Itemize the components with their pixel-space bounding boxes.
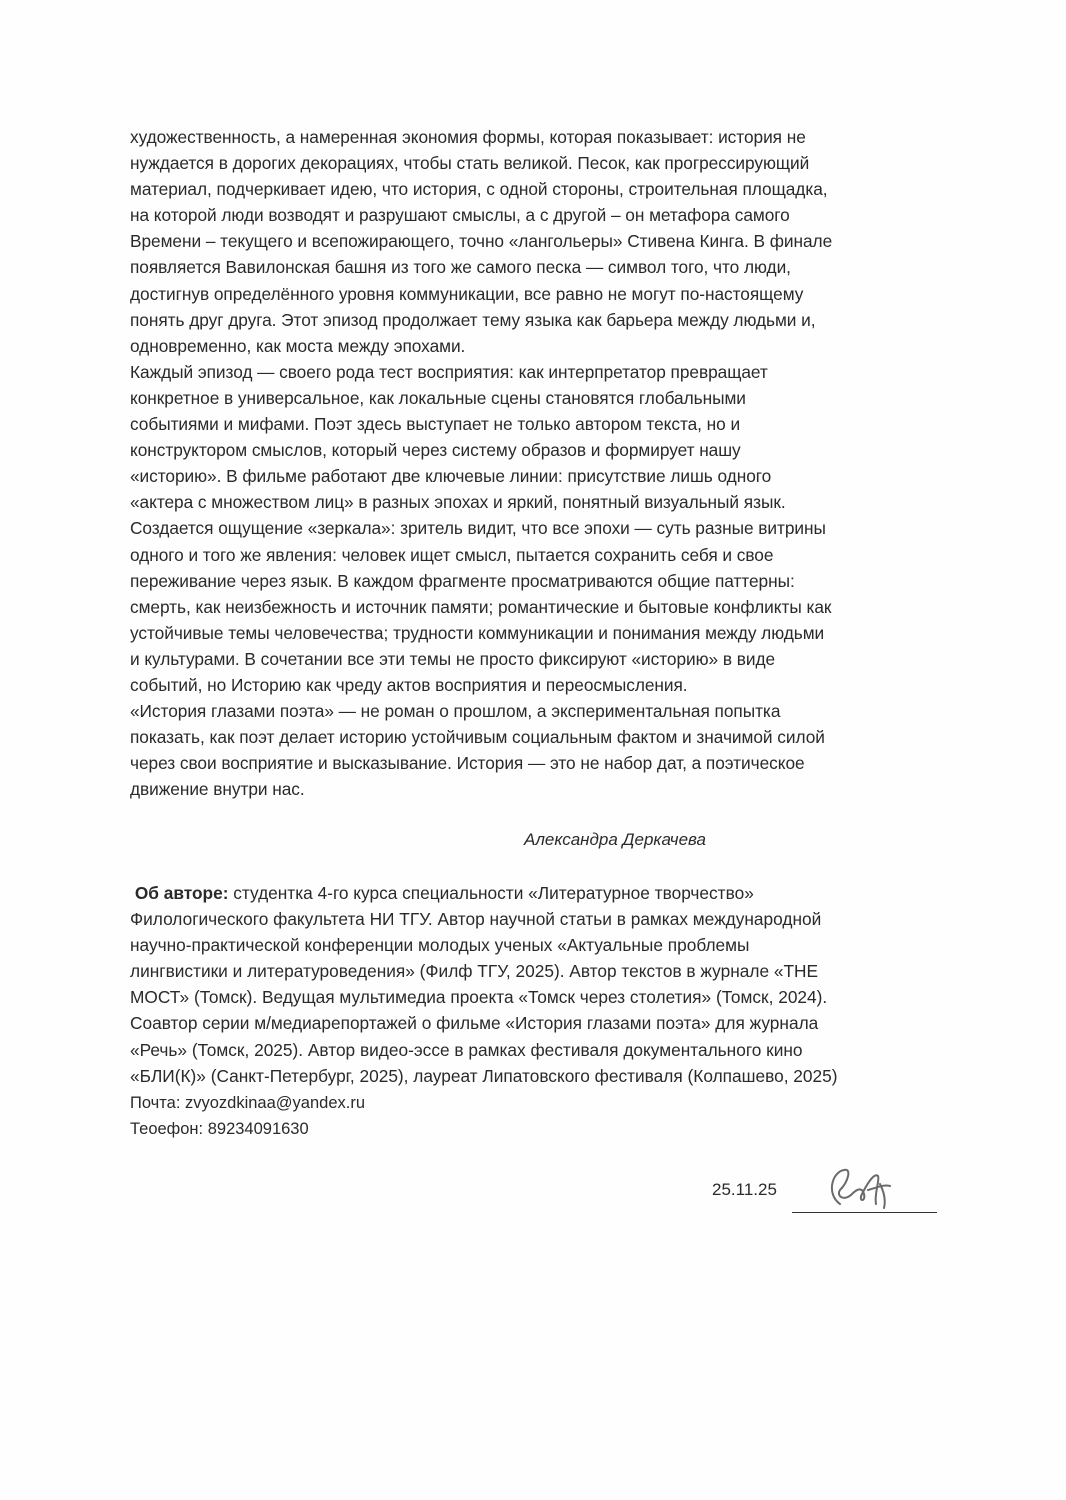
text-line: через свои восприятие и высказывание. История — это не набор дат, а поэтическое bbox=[130, 753, 805, 774]
text-line: смерть, как неизбежность и источник памяти; романтические и бытовые конфликты как bbox=[130, 596, 832, 617]
about-line: Соавтор серии м/медиарепортажей о фильме «История глазами поэта» для журнала bbox=[130, 1013, 819, 1034]
text-line: на которой люди возводят и разрушают смыслы, а с другой – он метафора самого bbox=[130, 205, 790, 226]
about-first-line bbox=[130, 880, 940, 906]
text-line: Каждый эпизод — своего рода тест восприятия: как интерпретатор превращает bbox=[130, 361, 768, 382]
text-line: устойчивые темы человечества; трудности коммуникации и понимания между людьми bbox=[130, 622, 825, 643]
text-line: «историю». В фильме работают две ключевые линии: присутствие лишь одного bbox=[130, 466, 772, 487]
text-line: переживание через язык. В каждом фрагменте просматриваются общие паттерны: bbox=[130, 570, 795, 591]
text-line: материал, подчеркивает идею, что история, с одной стороны, строительная площадка, bbox=[130, 179, 828, 200]
text-line: нуждается в дорогих декорациях, чтобы стать великой. Песок, как прогрессирующий bbox=[130, 153, 810, 174]
about-line: «БЛИ(К)» (Санкт-Петербург, 2025), лауреат Липатовского фестиваля (Колпашево, 2025) bbox=[130, 1065, 838, 1086]
text-line: одновременно, как моста между эпохами. bbox=[130, 335, 466, 356]
text-line: одного и того же явления: человек ищет смысл, пытается сохранить себя и свое bbox=[130, 544, 774, 565]
author-name: Александра Деркачева bbox=[524, 830, 706, 849]
about-line: МОСТ» (Томск). Ведущая мультимедиа проекта «Томск через столетия» (Томск, 2024). bbox=[130, 987, 828, 1008]
about-author-section bbox=[130, 880, 940, 1089]
contacts bbox=[130, 1090, 365, 1142]
text-line: конструктором смыслов, который через систему образов и формирует нашу bbox=[130, 440, 741, 461]
text-line: художественность, а намеренная экономия формы, которая показывает: история не bbox=[130, 127, 806, 147]
signature-icon bbox=[818, 1164, 908, 1214]
text-line: движение внутри нас. bbox=[130, 779, 305, 800]
about-label: Об авторе: bbox=[134, 883, 229, 903]
text-line: конкретное в универсальное, как локальные сцены становятся глобальными bbox=[130, 387, 746, 408]
text-line: событий, но Историю как чреду актов восприятия и переосмысления. bbox=[130, 674, 688, 695]
text-line: Создается ощущение «зеркала»: зритель видит, что все эпохи — суть разные витрины bbox=[130, 518, 826, 539]
about-line: научно-практической конференции молодых ученых «Актуальные проблемы bbox=[130, 935, 750, 956]
text-line: достигнув определённого уровня коммуникации, все равно не могут по-настоящему bbox=[130, 283, 804, 304]
text-line: «История глазами поэта» — не роман о прошлом, а экспериментальная попытка bbox=[130, 701, 781, 722]
text-line: появляется Вавилонская башня из того же самого песка — символ того, что люди, bbox=[130, 257, 791, 278]
about-line: «Речь» (Томск, 2025). Автор видео-эссе в рамках фестиваля документального кино bbox=[130, 1039, 803, 1060]
article-body bbox=[130, 124, 940, 802]
email-line: Почта: zvyozdkinaa@yandex.ru bbox=[130, 1094, 365, 1112]
date: 25.11.25 bbox=[712, 1180, 777, 1199]
text-line: событиями и мифами. Поэт здесь выступает не только автором текста, но и bbox=[130, 414, 741, 435]
text-line: «актера с множеством лиц» в разных эпохах и яркий, понятный визуальный язык. bbox=[130, 492, 786, 513]
about-line: лингвистики и литературоведения» (Филф ТГУ, 2025). Автор текстов в журнале «THE bbox=[130, 961, 819, 982]
text-line: показать, как поэт делает историю устойчивым социальным фактом и значимой силой bbox=[130, 727, 825, 748]
about-text: студентка 4-го курса специальности «Литературное творчество» bbox=[228, 883, 754, 903]
phone-line: Теоефон: 89234091630 bbox=[130, 1120, 309, 1138]
text-line: Времени – текущего и всепожирающего, точно «лангольеры» Стивена Кинга. В финале bbox=[130, 231, 833, 252]
text-line: и культурами. В сочетании все эти темы не просто фиксируют «историю» в виде bbox=[130, 648, 776, 669]
text-line: понять друг друга. Этот эпизод продолжает тему языка как барьера между людьми и, bbox=[130, 309, 816, 330]
about-line: Филологического факультета НИ ТГУ. Автор научной статьи в рамках международной bbox=[130, 909, 822, 930]
